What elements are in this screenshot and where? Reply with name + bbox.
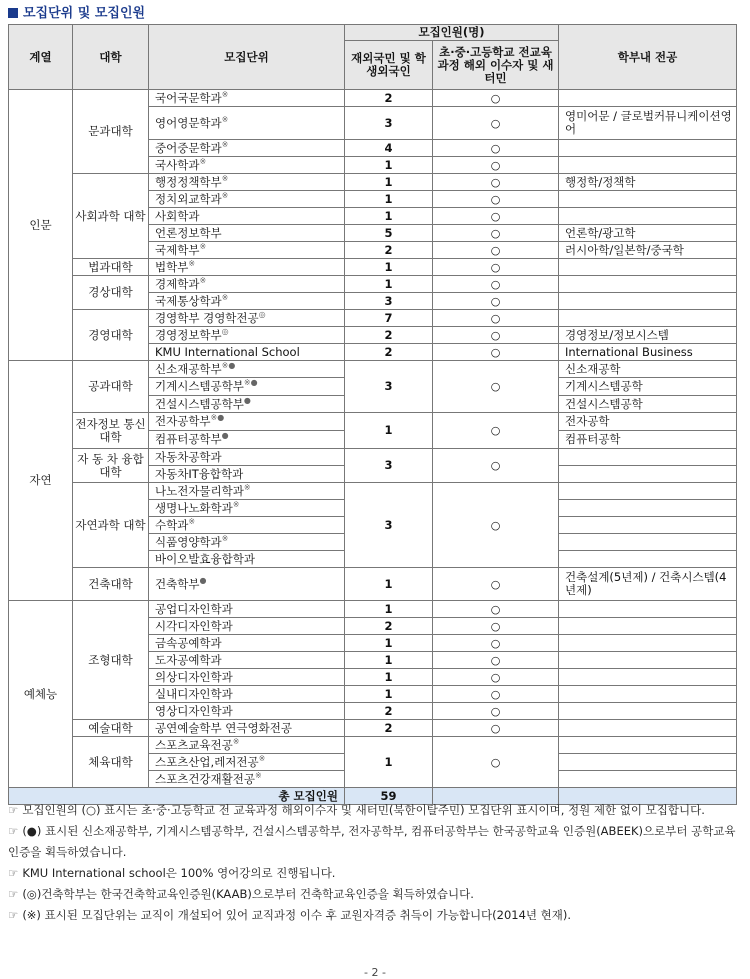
major-cell: 컴퓨터공학 [559, 431, 737, 449]
unit-name: 바이오발효융합학과 [155, 551, 255, 566]
quota-foreign-cell: 1 [345, 737, 433, 788]
quota-foreign-cell: 1 [345, 276, 433, 293]
major-cell [559, 310, 737, 327]
unit-name: 국사학과 [155, 157, 200, 172]
total-value: 59 [345, 788, 433, 805]
major-cell [559, 157, 737, 174]
major-cell [559, 208, 737, 225]
quota-foreign-cell: 7 [345, 310, 433, 327]
major-cell [559, 90, 737, 107]
major-cell [559, 259, 737, 276]
college-cell: 자연과학 대학 [73, 483, 149, 568]
unit-mark: ※ [232, 499, 240, 509]
major-cell [559, 140, 737, 157]
quota-foreign-cell: 4 [345, 140, 433, 157]
unit-mark: ※● [221, 360, 236, 370]
table-row [9, 276, 737, 293]
note-text: KMU International school은 100% 영어강의로 진행됩니다. [22, 866, 336, 880]
unit-cell [149, 157, 345, 174]
unit-cell [149, 737, 345, 754]
major-cell [559, 686, 737, 703]
major-cell: 경영정보/정보시스템 [559, 327, 737, 344]
major-cell [559, 771, 737, 788]
unit-name: 공연예술학부 연극영화전공 [155, 720, 292, 735]
unit-name: 경영정보학부 [155, 327, 222, 342]
unit-cell [149, 225, 345, 242]
unit-mark: ● [221, 431, 229, 441]
unit-cell [149, 517, 345, 534]
table-row [9, 361, 737, 378]
unit-cell [149, 378, 345, 396]
unit-name: 경제학과 [155, 276, 200, 291]
college-cell: 사회과학 대학 [73, 174, 149, 259]
unit-name: 전자공학부 [155, 414, 211, 428]
unit-name: 스포츠산업,레저전공 [155, 754, 259, 769]
quota-abroad-cell: ○ [433, 737, 559, 788]
quota-abroad-cell: ○ [433, 259, 559, 276]
quota-abroad-cell: ○ [433, 413, 559, 449]
major-cell: 영미어문 / 글로벌커뮤니케이션영어 [559, 107, 737, 140]
unit-name: 도자공예학과 [155, 652, 222, 667]
header-quota-foreign: 재외국민 및 학생외국인 [345, 41, 433, 90]
major-cell [559, 517, 737, 534]
major-cell [559, 669, 737, 686]
major-cell [559, 293, 737, 310]
unit-mark: ◎ [258, 309, 266, 319]
major-cell: 행정학/정책학 [559, 174, 737, 191]
quota-abroad-cell: ○ [433, 652, 559, 669]
quota-foreign-cell: 2 [345, 618, 433, 635]
major-cell [559, 635, 737, 652]
major-cell: 건축설계(5년제) / 건축시스템(4년제) [559, 568, 737, 601]
admission-table [8, 24, 737, 805]
note-item [8, 800, 736, 821]
quota-abroad-cell: ○ [433, 686, 559, 703]
unit-cell [149, 327, 345, 344]
unit-name: 스포츠교육전공 [155, 737, 233, 752]
quota-abroad-cell: ○ [433, 242, 559, 259]
header-college: 대학 [73, 25, 149, 90]
unit-mark: ※ [232, 736, 240, 746]
header-field: 계열 [9, 25, 73, 90]
quota-foreign-cell: 3 [345, 361, 433, 413]
note-item [8, 821, 736, 863]
major-cell: 기계시스템공학 [559, 378, 737, 396]
quota-foreign-cell: 2 [345, 327, 433, 344]
quota-foreign-cell: 3 [345, 293, 433, 310]
major-cell: 러시아학/일본학/중국학 [559, 242, 737, 259]
unit-cell [149, 771, 345, 788]
table-row [9, 737, 737, 754]
major-cell [559, 483, 737, 500]
unit-name: 정치외교학과 [155, 191, 222, 206]
unit-name: 기계시스템공학부 [155, 379, 244, 393]
unit-mark: ※ [188, 516, 196, 526]
field-cell: 자연 [9, 361, 73, 601]
unit-mark: ※ [221, 190, 229, 200]
unit-cell [149, 669, 345, 686]
unit-cell [149, 466, 345, 483]
quota-foreign-cell: 3 [345, 483, 433, 568]
quota-abroad-cell: ○ [433, 276, 559, 293]
quota-foreign-cell: 1 [345, 174, 433, 191]
table-row [9, 310, 737, 327]
quota-abroad-cell: ○ [433, 174, 559, 191]
unit-mark: ※ [188, 258, 196, 268]
unit-cell [149, 208, 345, 225]
note-text: (◎)건축학부는 한국건축학교육인증원(KAAB)으로부터 건축학교육인증을 획득하였습니다. [22, 887, 474, 901]
unit-name: 행정정책학부 [155, 174, 222, 189]
quota-abroad-cell: ○ [433, 568, 559, 601]
major-cell: 전자공학 [559, 413, 737, 431]
quota-abroad-cell: ○ [433, 208, 559, 225]
quota-foreign-cell: 1 [345, 208, 433, 225]
unit-mark: ※ [221, 114, 229, 124]
unit-name: 생명나노화학과 [155, 500, 233, 515]
quota-foreign-cell: 5 [345, 225, 433, 242]
quota-abroad-cell: ○ [433, 618, 559, 635]
quota-foreign-cell: 1 [345, 259, 433, 276]
unit-name: 영상디자인학과 [155, 703, 233, 718]
table-row [9, 174, 737, 191]
unit-name: 신소재공학부 [155, 361, 222, 376]
unit-cell [149, 551, 345, 568]
quota-foreign-cell: 2 [345, 344, 433, 361]
major-cell [559, 720, 737, 737]
field-cell: 인문 [9, 90, 73, 361]
table-row [9, 413, 737, 431]
unit-mark: ※ [199, 275, 207, 285]
quota-foreign-cell: 1 [345, 191, 433, 208]
unit-cell [149, 720, 345, 737]
notes [8, 800, 736, 926]
college-cell: 경영대학 [73, 310, 149, 361]
quota-abroad-cell: ○ [433, 601, 559, 618]
table-row [9, 483, 737, 500]
unit-cell [149, 107, 345, 140]
unit-cell [149, 686, 345, 703]
quota-abroad-cell: ○ [433, 90, 559, 107]
unit-cell [149, 500, 345, 517]
quota-abroad-cell: ○ [433, 293, 559, 310]
college-cell: 조형대학 [73, 601, 149, 720]
quota-foreign-cell: 1 [345, 669, 433, 686]
unit-cell [149, 652, 345, 669]
unit-cell [149, 396, 345, 413]
square-bullet-icon [8, 8, 18, 18]
quota-foreign-cell: 1 [345, 157, 433, 174]
unit-cell [149, 191, 345, 208]
unit-name: 중어중문학과 [155, 140, 222, 155]
major-cell [559, 276, 737, 293]
unit-mark: ● [199, 575, 207, 585]
pointing-hand-icon: ☞ [8, 887, 19, 901]
unit-cell [149, 242, 345, 259]
quota-abroad-cell: ○ [433, 140, 559, 157]
quota-abroad-cell: ○ [433, 720, 559, 737]
quota-abroad-cell: ○ [433, 107, 559, 140]
college-cell: 공과대학 [73, 361, 149, 413]
unit-mark: ※ [199, 241, 207, 251]
unit-mark: ※● [243, 378, 258, 388]
unit-name: 국제통상학과 [155, 293, 222, 308]
college-cell: 예술대학 [73, 720, 149, 737]
quota-abroad-cell: ○ [433, 310, 559, 327]
unit-name: 나노전자물리학과 [155, 483, 244, 498]
major-cell [559, 703, 737, 720]
unit-cell [149, 140, 345, 157]
header-quota-group: 모집인원(명) [345, 25, 559, 41]
unit-cell [149, 413, 345, 431]
quota-abroad-cell: ○ [433, 191, 559, 208]
note-text: (●) 표시된 신소재공학부, 기계시스템공학부, 건설시스템공학부, 전자공학부, 컴퓨터공학부는 한국공학교육 인증원(ABEEK)으로부터 공학교육인증을 획득하였습니다. [8, 824, 736, 859]
unit-name: 시각디자인학과 [155, 618, 233, 633]
quota-foreign-cell: 1 [345, 635, 433, 652]
unit-cell [149, 344, 345, 361]
header-quota-abroad: 초·중·고등학교 전교육과정 해외 이수자 및 새터민 [433, 41, 559, 90]
quota-foreign-cell: 2 [345, 720, 433, 737]
major-cell [559, 534, 737, 551]
quota-abroad-cell: ○ [433, 157, 559, 174]
major-cell [559, 601, 737, 618]
unit-cell [149, 293, 345, 310]
quota-abroad-cell: ○ [433, 635, 559, 652]
pointing-hand-icon: ☞ [8, 908, 19, 922]
college-cell: 경상대학 [73, 276, 149, 310]
unit-name: 자동차공학과 [155, 449, 222, 464]
quota-foreign-cell: 2 [345, 90, 433, 107]
unit-name: 금속공예학과 [155, 635, 222, 650]
unit-name: 실내디자인학과 [155, 686, 233, 701]
unit-mark: ◎ [221, 326, 229, 336]
unit-name: 스포츠건강재활전공 [155, 771, 255, 786]
unit-name: 컴퓨터공학부 [155, 432, 222, 446]
quota-abroad-cell: ○ [433, 483, 559, 568]
college-cell: 체육대학 [73, 737, 149, 788]
college-cell: 전자정보 통신대학 [73, 413, 149, 449]
unit-name: 공업디자인학과 [155, 601, 233, 616]
unit-mark: ※ [221, 89, 229, 99]
unit-cell [149, 174, 345, 191]
unit-name: 국제학부 [155, 242, 200, 257]
unit-cell [149, 635, 345, 652]
pointing-hand-icon: ☞ [8, 824, 19, 838]
quota-foreign-cell: 2 [345, 242, 433, 259]
note-item [8, 905, 736, 926]
major-cell [559, 500, 737, 517]
unit-cell [149, 276, 345, 293]
table-row [9, 568, 737, 601]
unit-name: 수학과 [155, 517, 189, 532]
unit-cell [149, 534, 345, 551]
unit-cell [149, 754, 345, 771]
quota-abroad-cell: ○ [433, 361, 559, 413]
unit-name: 경영학부 경영학전공 [155, 310, 259, 325]
quota-foreign-cell: 1 [345, 652, 433, 669]
major-cell [559, 737, 737, 754]
unit-cell [149, 361, 345, 378]
quota-abroad-cell: ○ [433, 703, 559, 720]
unit-cell [149, 310, 345, 327]
unit-mark: ※● [210, 413, 225, 423]
unit-name: 건설시스템공학부 [155, 396, 244, 411]
unit-name: KMU International School [155, 344, 300, 359]
quota-foreign-cell: 3 [345, 449, 433, 483]
note-item [8, 863, 736, 884]
unit-name: 건축학부 [155, 576, 200, 591]
quota-foreign-cell: 1 [345, 568, 433, 601]
unit-mark: ● [243, 395, 251, 405]
table-row [9, 720, 737, 737]
pointing-hand-icon: ☞ [8, 866, 19, 880]
unit-name: 국어국문학과 [155, 90, 222, 105]
table-row [9, 259, 737, 276]
unit-cell [149, 601, 345, 618]
unit-cell [149, 618, 345, 635]
major-cell [559, 652, 737, 669]
quota-abroad-cell: ○ [433, 327, 559, 344]
unit-mark: ※ [221, 533, 229, 543]
unit-name: 사회학과 [155, 208, 200, 223]
note-text: 모집인원의 (○) 표시는 초·중·고등학교 전 교육과정 해외이수자 및 새터민(북한이탈주민) 모집단위 표시이며, 정원 제한 없이 모집합니다. [22, 803, 705, 817]
college-cell: 법과대학 [73, 259, 149, 276]
section-title [8, 2, 145, 21]
header-majors: 학부내 전공 [559, 25, 737, 90]
quota-foreign-cell: 1 [345, 686, 433, 703]
note-item [8, 884, 736, 905]
page-number: - 2 - [364, 966, 386, 979]
unit-cell [149, 90, 345, 107]
quota-abroad-cell: ○ [433, 344, 559, 361]
quota-abroad-cell: ○ [433, 449, 559, 483]
unit-cell [149, 568, 345, 601]
unit-cell [149, 703, 345, 720]
unit-name: 언론정보학부 [155, 225, 222, 240]
unit-mark: ※ [243, 482, 251, 492]
quota-foreign-cell: 3 [345, 107, 433, 140]
quota-foreign-cell: 2 [345, 703, 433, 720]
note-text: (※) 표시된 모집단위는 교직이 개설되어 있어 교직과정 이수 후 교원자격증 취득이 가능합니다(2014년 현재). [22, 908, 572, 922]
unit-mark: ※ [221, 292, 229, 302]
unit-name: 영어영문학과 [155, 115, 222, 130]
quota-abroad-cell: ○ [433, 225, 559, 242]
college-cell: 자 동 차 융합대학 [73, 449, 149, 483]
table-row [9, 449, 737, 466]
unit-mark: ※ [254, 770, 262, 780]
field-cell: 예체능 [9, 601, 73, 788]
unit-cell [149, 449, 345, 466]
major-cell [559, 191, 737, 208]
quota-foreign-cell: 1 [345, 601, 433, 618]
section-title-text: 모집단위 및 모집인원 [23, 6, 146, 21]
major-cell: 언론학/광고학 [559, 225, 737, 242]
major-cell [559, 754, 737, 771]
unit-name: 자동차IT융합학과 [155, 466, 244, 481]
major-cell: International Business [559, 344, 737, 361]
quota-abroad-cell: ○ [433, 669, 559, 686]
total-label: 총 모집인원 [9, 788, 345, 805]
unit-mark: ※ [221, 139, 229, 149]
college-cell: 건축대학 [73, 568, 149, 601]
unit-cell [149, 259, 345, 276]
unit-mark: ※ [221, 173, 229, 183]
header-unit: 모집단위 [149, 25, 345, 90]
major-cell [559, 551, 737, 568]
unit-mark: ※ [199, 156, 207, 166]
table-row [9, 90, 737, 107]
major-cell: 신소재공학 [559, 361, 737, 378]
quota-foreign-cell: 1 [345, 413, 433, 449]
unit-cell [149, 483, 345, 500]
major-cell [559, 618, 737, 635]
pointing-hand-icon: ☞ [8, 803, 19, 817]
college-cell: 문과대학 [73, 90, 149, 174]
unit-name: 법학부 [155, 259, 189, 274]
unit-cell [149, 431, 345, 449]
major-cell [559, 449, 737, 466]
unit-name: 의상디자인학과 [155, 669, 233, 684]
table-row [9, 601, 737, 618]
unit-name: 식품영양학과 [155, 534, 222, 549]
unit-mark: ※ [258, 753, 266, 763]
major-cell [559, 466, 737, 483]
major-cell: 건설시스템공학 [559, 396, 737, 413]
